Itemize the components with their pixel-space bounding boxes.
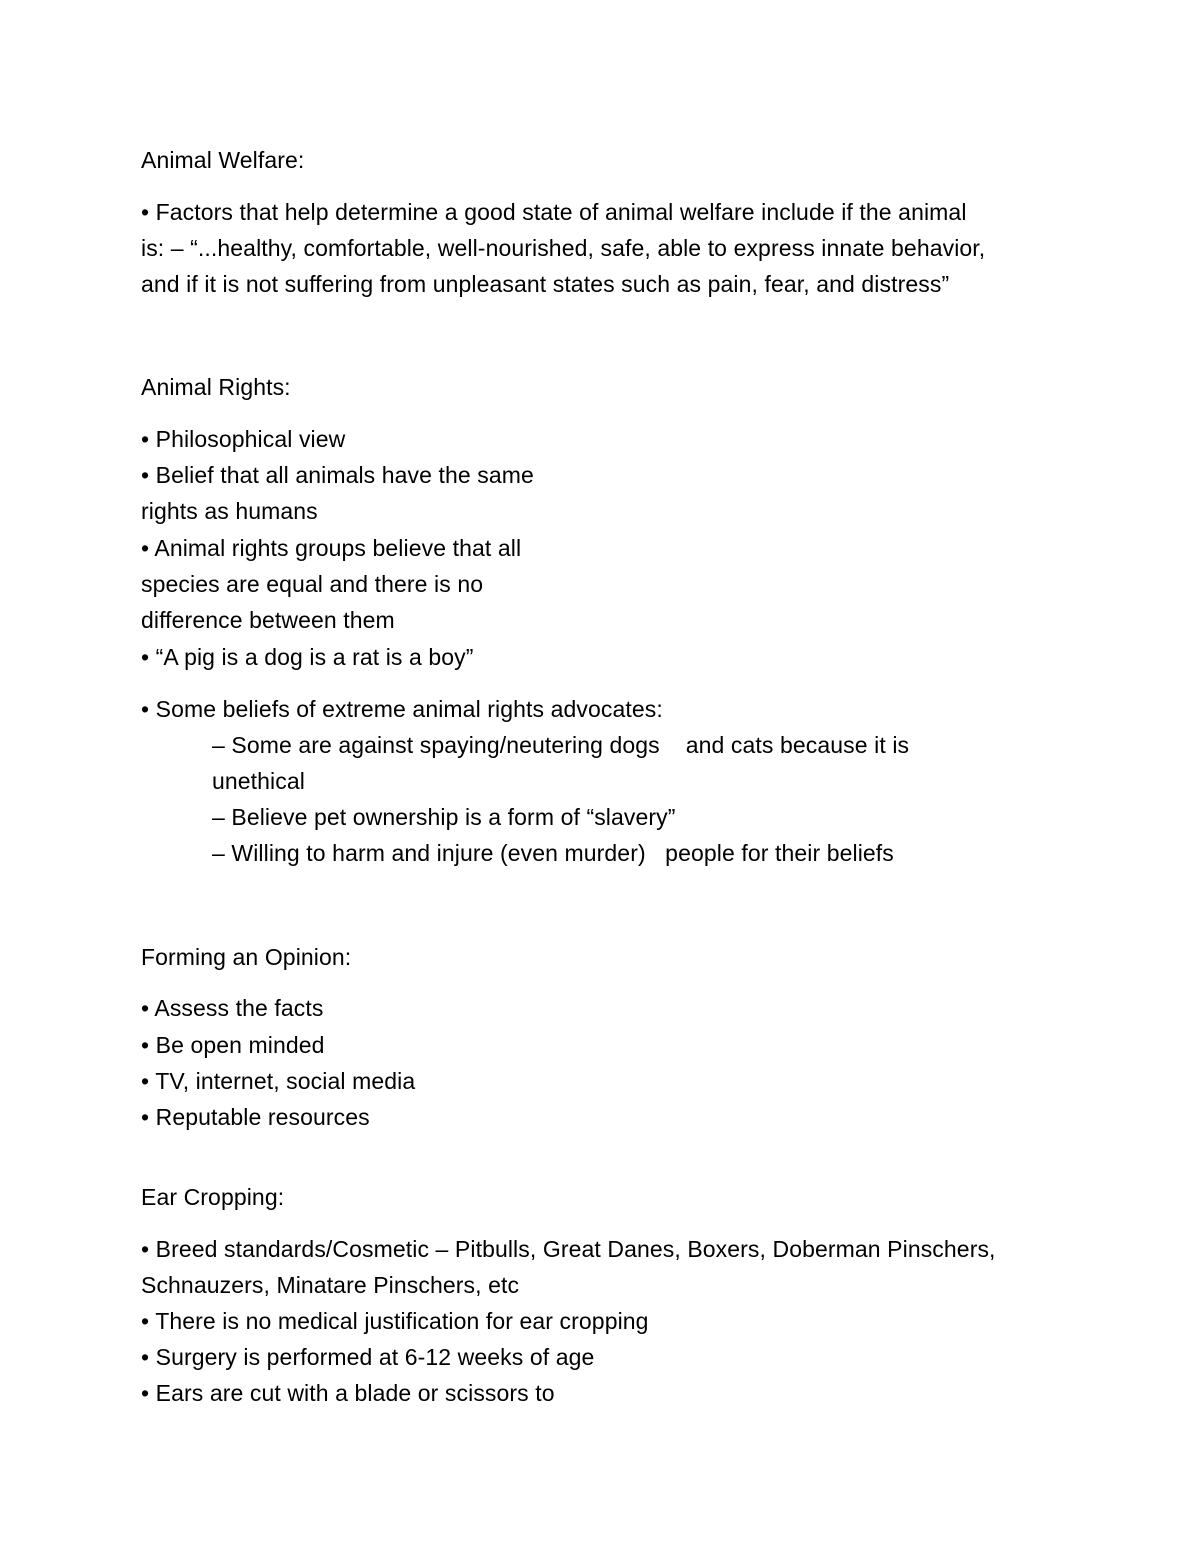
ear-line-2: Schnauzers, Minatare Pinschers, etc	[141, 1272, 520, 1298]
rights-subline-3: – Believe pet ownership is a form of “slavery”	[212, 804, 676, 830]
opinion-line-1: • Assess the facts	[141, 995, 324, 1021]
ear-line-5: • Ears are cut with a blade or scissors to	[141, 1380, 555, 1406]
opinion-line-4: • Reputable resources	[141, 1104, 370, 1130]
ear-line-3: • There is no medical justification for ear cropping	[141, 1308, 649, 1334]
heading-animal-welfare: Animal Welfare:	[141, 147, 305, 173]
heading-ear-cropping: Ear Cropping:	[141, 1184, 285, 1210]
rights-line-4: • Animal rights groups believe that all	[141, 535, 522, 561]
opinion-line-3: • TV, internet, social media	[141, 1068, 416, 1094]
rights-line-3: rights as humans	[141, 498, 318, 524]
rights-line-5: species are equal and there is no	[141, 571, 484, 597]
rights-subline-4: – Willing to harm and injure (even murder) people for their beliefs	[212, 840, 894, 866]
rights-subline-1: – Some are against spaying/neutering dogs and cats because it is	[212, 732, 910, 758]
welfare-line-2: is: – “...healthy, comfortable, well-nourished, safe, able to express innate behavior,	[141, 235, 986, 261]
rights-line-7: • “A pig is a dog is a rat is a boy”	[141, 644, 474, 670]
heading-animal-rights: Animal Rights:	[141, 374, 291, 400]
welfare-line-1: • Factors that help determine a good state of animal welfare include if the animal	[141, 199, 967, 225]
ear-line-1: • Breed standards/Cosmetic – Pitbulls, Great Danes, Boxers, Doberman Pinschers,	[141, 1236, 996, 1262]
opinion-line-2: • Be open minded	[141, 1032, 325, 1058]
rights-line-1: • Philosophical view	[141, 426, 346, 452]
rights-line-8: • Some beliefs of extreme animal rights advocates:	[141, 696, 663, 722]
heading-forming-opinion: Forming an Opinion:	[141, 944, 352, 970]
ear-line-4: • Surgery is performed at 6-12 weeks of age	[141, 1344, 595, 1370]
rights-line-2: • Belief that all animals have the same	[141, 462, 534, 488]
welfare-line-3: and if it is not suffering from unpleasant states such as pain, fear, and distress”	[141, 271, 950, 297]
rights-subline-2: unethical	[212, 768, 305, 794]
rights-line-6: difference between them	[141, 607, 395, 633]
